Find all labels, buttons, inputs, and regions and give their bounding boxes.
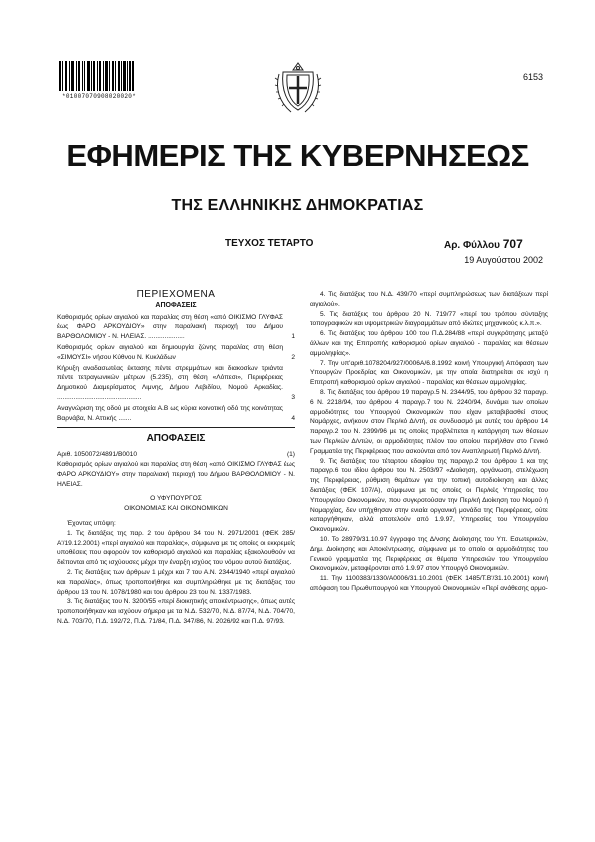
- paragraph: 9. Τις διατάξεις του τέταρτου εδαφίου της παραγρ.2 του άρθρου 1 και της παραγρ.6 του ιδίου άρθρου του Ν. 2503/97 «Διοίκηση, οργάνωση, στελέχωση της Περιφέρειας, ρύθμιση θεμάτων για την τοπική αυτοδιοίκηση και άλλες διατάξεις (ΦΕΚ 107/Α), σύμφωνα με τις οποίες οι Περ/κές Υπηρεσίες του Υπουργείου Οικονομικών, που συγκροτούσαν την Περ/κή Διοίκηση του Νομού ή Νομαρχίας, δεν υπήχθησαν στην ενιαία οργανική μονάδα της Περιφέρειας, ούτε καταργήθηκαν, αλλά αποτελούν από 1.9.97, Υπηρεσίες του Υπουργείου Οικονομικών.: [310, 457, 548, 534]
- authority-line-1: Ο ΥΦΥΠΟΥΡΓΟΣ: [150, 495, 202, 503]
- paragraph: 6. Τις διατάξεις του άρθρου 100 του Π.Δ.284/88 «περί συγκρότησης μεταξύ άλλων και της Επιτροπής καθορισμού ορίων αιγιαλού - παραλίας και θέσεων αμμοληψίας».: [310, 330, 548, 357]
- paragraph: 1. Τις διατάξεις της παρ. 2 του άρθρου 34 του Ν. 2971/2001 (ΦΕΚ 285/Α'/19.12.2001) «περί αιγιαλού και παραλίας», σύμφωνα με τις οποίες οι εκκρεμείς υποθέσεις που αφορούν τον καθορισμό αιγιαλού και παραλίας εξακολουθούν να διέπονται από τις ισχύουσες μέχρι την έναρξη ισχύος του νόμου αυτού διατάξεις.: [57, 529, 295, 567]
- toc-item-text: Καθορισμός ορίων αιγιαλού και παραλίας στη θέση «από ΟΙΚΙΣΜΟ ΓΛΥΦΑΣ έως ΦΑΡΟ ΑΡΚΟΥΔΙΟΥ» στην παραλιακή περιοχή του Δήμου ΒΑΡΘΟΛΟΜΙΟΥ - Ν. ΗΛΕΙΑΣ. ....................: [57, 313, 283, 341]
- issue-date: 19 Αυγούστου 2002: [464, 255, 543, 265]
- toc-item-page: 2: [291, 353, 295, 361]
- toc-item-page: 4: [291, 414, 295, 422]
- toc-item[interactable]: [57, 313, 295, 342]
- paragraph: 5. Τις διατάξεις του άρθρου 20 Ν. 719/77 «περί του τρόπου σύνταξης τοπογραφικών και υψομετρικών διαγραμμάτων από ιδιώτες μηχανικούς κ.λ.π.».: [310, 310, 548, 328]
- toc-subheading: ΑΠΟΦΑΣΕΙΣ: [155, 301, 197, 309]
- considering-label: Έχοντας υπόψη:: [67, 519, 116, 527]
- gazette-subtitle: ΤΗΣ ΕΛΛΗΝΙΚΗΣ ΔΗΜΟΚΡΑΤΙΑΣ: [171, 197, 424, 214]
- paragraph: 7. Την υπ'αριθ.1078204/927/0006Α/6.8.1992 κοινή Υπουργική Απόφαση των Υπουργών Προεδρίας και Οικονομικών, με την οποία διατηρείται σε ισχύ η Επιτροπή καθορισμού ορίων αιγιαλού - παραλίας και θέσεων αμμοληψίας.: [310, 359, 548, 387]
- decision-ref-number: Αριθ. 1050072/4891/Β0010: [57, 451, 138, 459]
- sheet-label: Αρ. Φύλλου: [444, 240, 500, 251]
- paragraph: 3. Τις διατάξεις του Ν. 3200/55 «περί διοικητικής αποκέντρωσης», όπως αυτές τροποποιήθηκαν και ισχύουν σήμερα με τα Ν.Δ. 532/70, Ν.Δ. 87/74, Ν.Δ. 704/70, Ν.Δ. 703/70, Π.Δ. 192/72, Π.Δ. 71/84, Π.Δ. 347/86, Ν. 2026/92 και Π.Δ. 97/93.: [57, 598, 295, 625]
- toc-item-text: Κήρυξη αναδασωτέας έκτασης πέντε στρεμμάτων και διακοσίων τριάντα πέντε τετραγωνικών μέτρων (5.235), στη θέση «Λόπεσι», Περιφέρειας Δημοτικού Διαμερίσματος Λιμνης, Δήμου Λεβιδίου, Νομού Αρκαδίας. ..............................................: [57, 364, 283, 401]
- decision-reference: [57, 450, 295, 460]
- issue-label: ΤΕΥΧΟΣ ΤΕΤΑΡΤΟ: [225, 238, 314, 249]
- toc-item-page: 1: [291, 333, 295, 341]
- paragraph: 10. Το 28979/31.10.97 έγγραφο της Δ/νσης Διοίκησης του Υπ. Εσωτερικών, Δημ. Διοίκησης και Αποκέντρωσης, σύμφωνα με το οποίο οι αρμοδιότητες του Γενικού γραμματέα της Περιφέρειας σε θέματα Υπηρεσιών του Υπουργείου Οικονομικών, μεταφέρονται από 1.9.97 στον Υπουργό Οικονομικών.: [310, 535, 548, 573]
- barcode-number: *01007070908020020*: [62, 93, 137, 100]
- page-number: 6153: [522, 72, 543, 82]
- toc-item[interactable]: [57, 343, 295, 363]
- left-column: [57, 290, 295, 627]
- toc-item[interactable]: [57, 404, 295, 424]
- barcode: [59, 61, 135, 94]
- decision-ref-index: (1): [286, 451, 295, 459]
- toc-item-text: Καθορισμός ορίων αιγιαλού και δημιουργία ζώνης παραλίας στη θέση «ΣΙΜΟΥΣΙ» νήσου Κύθνου Ν. Κυκλάδων: [57, 343, 283, 361]
- sheet-number: [444, 237, 523, 251]
- authority-line-2: ΟΙΚΟΝΟΜΙΑΣ ΚΑΙ ΟΙΚΟΝΟΜΙΚΩΝ: [124, 505, 228, 513]
- toc-heading: ΠΕΡΙΕΧΟΜΕΝΑ: [136, 289, 216, 300]
- paragraph: 11. Την 1100383/1330/Α0006/31.10.2001 (ΦΕΚ 1485/Τ.Β'/31.10.2001) κοινή απόφαση του Πρωθυπουργού και Υπουργού Οικονομικών «Περί ανάθεσης αρμο-: [310, 575, 548, 592]
- paragraph: 8. Τις διατάξεις του άρθρου 19 παραγρ.5 Ν. 2344/95, του άρθρου 32 παραγρ. 6 Ν. 2218/94, του άρθρου 4 παραγρ.7 του Ν. 2240/94, δυνάμει των οποίων αρμοδιότητες του Υπουργού Οικονομικών που είχαν μεταβιβασθεί στους Νομάρχες, ανήκουν στον Περ/κό Δ/ντή, σε συνδυασμό με αυτές του άρθρου 14 παραγρ.2 του Ν. 2399/96 με τις οποίες προβλέπεται η κατάργηση των θέσεων των Περ/κών Δ/ντών, οι αρμοδιότητες πλέον του οποίου περιήλθαν στο Γενικό Γραμματέα της Περιφέρειας που ασκούνται από τον Αναπληρωτή Περ/κό Δ/ντή.: [310, 388, 548, 455]
- paragraph: 2. Τις διατάξεις των άρθρων 1 μέχρι και 7 του Α.Ν. 2344/1940 «περί αιγιαλού και παραλίας», όπως τροποποιήθηκε και συμπληρώθηκε με τις διατάξεις του άρθρου 13 του Ν. 1078/1980 και του άρθρου 23 του Ν. 1337/1983.: [57, 568, 295, 596]
- paragraph: 4. Τις διατάξεις του Ν.Δ. 439/70 «περί συμπληρώσεως των διατάξεων περί αιγιαλού».: [310, 291, 548, 308]
- sheet-number-value: 707: [502, 237, 523, 251]
- toc-item-page: 3: [291, 393, 295, 401]
- toc-item[interactable]: [57, 364, 295, 403]
- right-column: [310, 290, 548, 594]
- decisions-heading: ΑΠΟΦΑΣΕΙΣ: [146, 433, 206, 445]
- coat-of-arms-icon: [273, 60, 323, 116]
- section-divider: [57, 427, 295, 428]
- toc-item-text: Αναγνώριση της οδού με στοιχεία Α.Β ως κύρια κοινοτική οδό της κοινότητας Βαρνάβα, Ν. Αττικής .......: [57, 404, 283, 422]
- gazette-title: ΕΦΗΜΕΡΙΣ ΤΗΣ ΚΥΒΕΡΝΗΣΕΩΣ: [66, 138, 529, 173]
- decision-title: Καθορισμός ορίων αιγιαλού και παραλίας στη θέση «από ΟΙΚΙΣΜΟ ΓΛΥΦΑΣ έως ΦΑΡΟ ΑΡΚΟΥΔΙΟΥ» στην παραλιακή περιοχή του Δήμου ΒΑΡΘΟΛΟΜΙΟΥ - Ν. ΗΛΕΙΑΣ.: [57, 460, 295, 488]
